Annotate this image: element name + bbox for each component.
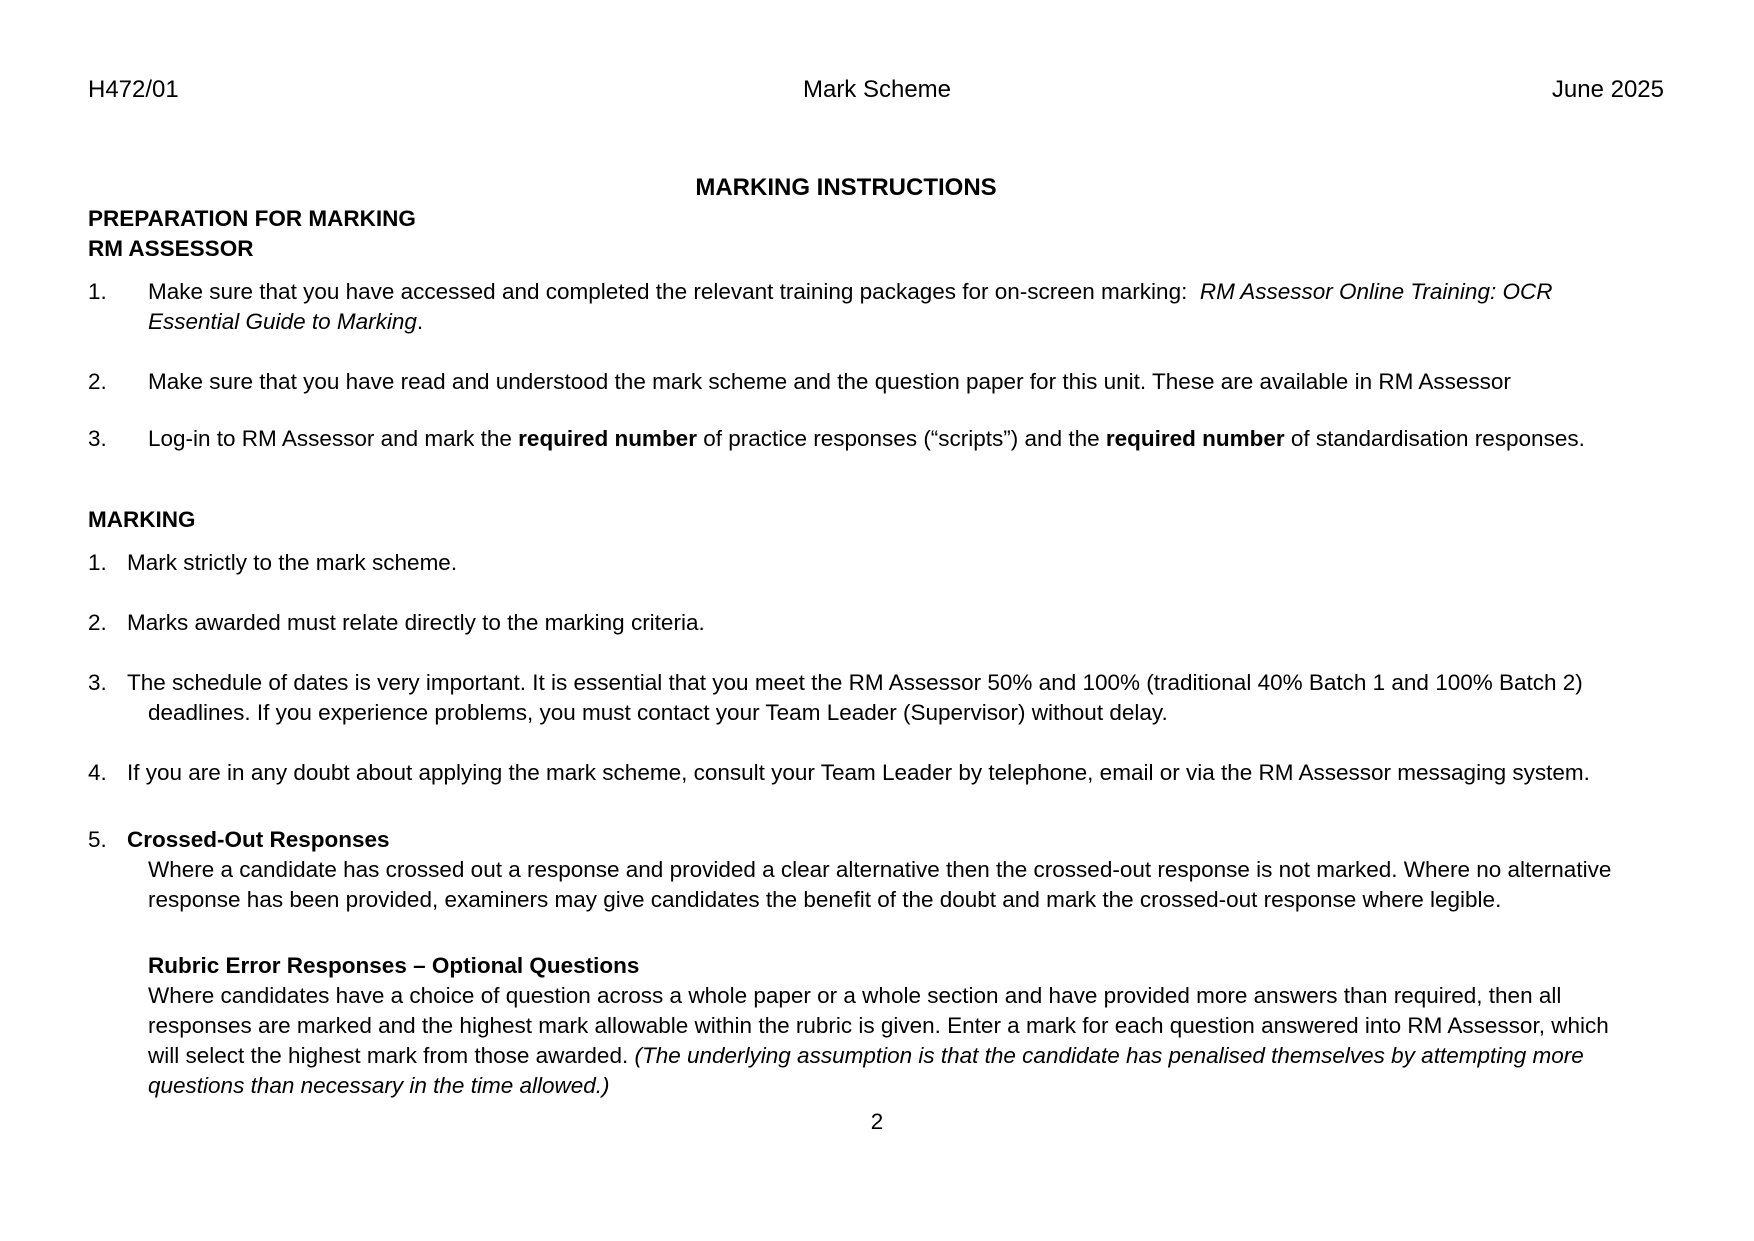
list-item-text: Mark strictly to the mark scheme. bbox=[127, 550, 458, 575]
list-item-text-continued bbox=[148, 307, 423, 337]
italic-segment: Essential Guide to Marking bbox=[148, 309, 417, 334]
paragraph-line: Where a candidate has crossed out a response and provided a clear alternative then the crossed-out response is not marked. Where no alternative bbox=[148, 857, 1612, 882]
page-title: MARKING INSTRUCTIONS bbox=[695, 174, 997, 201]
bold-segment: required number bbox=[1105, 426, 1285, 451]
header-paper-code: H472/01 bbox=[88, 76, 179, 103]
text-segment: Make sure that you have accessed and completed the relevant training packages for on-screen marking: bbox=[148, 279, 1188, 304]
header-date: June 2025 bbox=[1551, 76, 1664, 103]
list-item-number: 2. bbox=[88, 610, 107, 635]
list-item-text: The schedule of dates is very important. It is essential that you meet the RM Assessor 50% and 100% (traditional 40% Batch 1 and 100% Batch 2) bbox=[127, 670, 1583, 695]
text-segment: Log-in to RM Assessor and mark the bbox=[148, 426, 519, 451]
paragraph-line: questions than necessary in the time allowed.) bbox=[148, 1073, 610, 1098]
section-heading-marking: MARKING bbox=[88, 507, 196, 532]
list-item-text bbox=[148, 277, 1552, 307]
text-segment: of standardisation responses. bbox=[1284, 426, 1585, 451]
list-item-number: 4. bbox=[88, 760, 107, 785]
list-item-text bbox=[148, 424, 1585, 454]
list-item-text: If you are in any doubt about applying the mark scheme, consult your Team Leader by telephone, email or via the RM Assessor messaging system. bbox=[127, 760, 1590, 785]
header-title: Mark Scheme bbox=[802, 76, 952, 103]
paragraph-line: Where candidates have a choice of question across a whole paper or a whole section and have provided more answers than required, then all bbox=[148, 983, 1562, 1008]
list-item-number: 2. bbox=[88, 369, 107, 394]
text-segment: will select the highest mark from those awarded. bbox=[148, 1043, 635, 1068]
list-item-number: 1. bbox=[88, 279, 107, 304]
list-item-text-continued: deadlines. If you experience problems, you must contact your Team Leader (Supervisor) without delay. bbox=[148, 700, 1168, 725]
subheading-rubric-error: Rubric Error Responses – Optional Questions bbox=[148, 953, 640, 978]
text-segment: of practice responses (“scripts”) and the bbox=[696, 426, 1106, 451]
list-item-number: 3. bbox=[88, 670, 107, 695]
bold-segment: required number bbox=[518, 426, 697, 451]
text-segment: . bbox=[416, 309, 424, 334]
paragraph-line bbox=[148, 1041, 1584, 1071]
italic-segment: (The underlying assumption is that the candidate has penalised themselves by attempting more bbox=[634, 1043, 1584, 1068]
paragraph-line: response has been provided, examiners may give candidates the benefit of the doubt and mark the crossed-out response where legible. bbox=[148, 887, 1502, 912]
italic-segment: RM Assessor Online Training: OCR bbox=[1199, 279, 1553, 304]
section-subheading-rm-assessor: RM ASSESSOR bbox=[88, 236, 254, 261]
list-item-text: Marks awarded must relate directly to the marking criteria. bbox=[127, 610, 705, 635]
subheading-crossed-out: Crossed-Out Responses bbox=[127, 827, 390, 852]
list-item-text: Make sure that you have read and understood the mark scheme and the question paper for this unit. These are available in RM Assessor bbox=[148, 369, 1511, 394]
paragraph-line: responses are marked and the highest mark allowable within the rubric is given. Enter a mark for each question answered into RM Assessor, which bbox=[148, 1013, 1609, 1038]
page-number: 2 bbox=[870, 1109, 884, 1134]
list-item-number: 1. bbox=[88, 550, 107, 575]
list-item-number: 3. bbox=[88, 426, 107, 451]
list-item-number: 5. bbox=[88, 827, 107, 852]
section-heading-preparation: PREPARATION FOR MARKING bbox=[88, 206, 416, 231]
